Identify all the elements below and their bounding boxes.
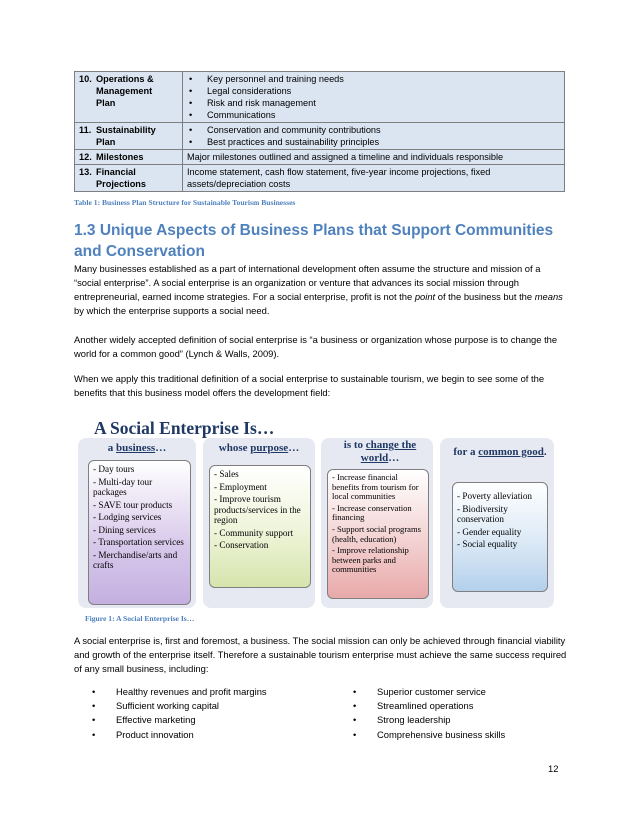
table-cell-title — [75, 150, 183, 165]
table-row — [75, 123, 565, 150]
paragraph-definition: Another widely accepted definition of social enterprise is “a business or organization whose purpose is to change the world for a common good” (Lynch & Walls, 2009). — [74, 334, 558, 359]
bullet-icon: • — [92, 728, 96, 740]
list-item: - Sales — [214, 469, 239, 479]
panel-heading-post: … — [288, 442, 300, 454]
bullet-list — [187, 73, 560, 121]
panel-heading-post: … — [155, 442, 167, 454]
list-item — [187, 124, 560, 136]
table-cell-content: Major milestones outlined and assigned a timeline and individuals responsible — [183, 150, 565, 165]
panel-heading-pre: is to — [343, 439, 366, 451]
panel-heading-post: … — [388, 452, 400, 464]
list-item-text: Product innovation — [116, 728, 194, 740]
page-number: 12 — [548, 763, 559, 774]
list-item: - Multi-day tour packages — [93, 476, 153, 497]
list-item-text: Legal considerations — [207, 86, 292, 96]
bullet-icon: • — [353, 686, 357, 697]
bullet-icon: • — [353, 728, 357, 740]
list-item — [187, 73, 560, 85]
table-row — [75, 72, 565, 123]
list-item — [92, 728, 352, 742]
list-item: - Increase financial benefits from tourism for local communities — [332, 472, 419, 502]
social-enterprise-figure — [78, 418, 560, 610]
table-row — [75, 165, 565, 192]
table-row — [75, 150, 565, 165]
list-item — [92, 685, 352, 699]
paragraph-text: of the business but the — [435, 291, 535, 302]
list-item-text: Risk and risk management — [207, 98, 316, 108]
list-item: - Community support — [214, 527, 294, 538]
list-item — [187, 97, 560, 109]
table-cell-content — [183, 123, 565, 150]
row-number: 12. — [79, 152, 92, 162]
list-item: - Gender equality — [457, 526, 522, 537]
list-item-text: Streamlined operations — [377, 700, 474, 712]
list-item: - Social equality — [457, 539, 518, 549]
panel-heading — [203, 442, 315, 455]
list-item — [353, 699, 573, 713]
row-number: 10. — [79, 74, 92, 84]
list-item — [353, 713, 573, 727]
list-item: - Merchandise/arts and crafts — [93, 549, 178, 570]
table-cell-title — [75, 72, 183, 123]
list-item — [353, 685, 573, 699]
panel-box — [452, 482, 548, 592]
row-number: 13. — [79, 167, 92, 177]
paragraph-text: by which the enterprise supports a social need. — [74, 305, 270, 316]
figure-panel-common-good — [440, 438, 554, 608]
list-item: - Biodiversity conservation — [457, 503, 508, 524]
bullet-icon: • — [92, 700, 96, 712]
panel-heading-pre: a — [107, 442, 117, 454]
list-item — [353, 728, 573, 742]
list-item-text: Sufficient working capital — [116, 700, 220, 712]
figure-panel-change-world — [321, 438, 433, 608]
figure-panel-business — [78, 438, 196, 608]
list-item-text: Best practices and sustainability principles — [207, 137, 380, 147]
panel-heading-key: common good — [478, 446, 544, 458]
list-item: - Poverty alleviation — [457, 491, 533, 501]
bullet-icon: • — [92, 714, 96, 726]
bullet-icon: • — [189, 98, 193, 108]
panel-heading-key: purpose — [250, 442, 289, 454]
list-item-text: Strong leadership — [377, 714, 451, 726]
list-item: - Improve tourism products/services in the region — [214, 494, 301, 525]
bullet-icon: • — [189, 110, 193, 120]
paragraph-benefits-intro: When we apply this traditional definition of a social enterprise to sustainable tourism, we begin to see some of the benefits that this business model offers the development field: — [74, 373, 545, 398]
panel-heading — [78, 442, 196, 455]
section-title: 1.3 Unique Aspects of Business Plans that Support Communities and Conservation — [74, 222, 554, 260]
list-item: - Day tours — [93, 464, 135, 474]
row-number: 11. — [79, 125, 92, 135]
list-item-text: Healthy revenues and profit margins — [116, 686, 267, 697]
list-item — [187, 85, 560, 97]
bullet-list-right — [353, 685, 573, 742]
panel-box — [327, 469, 429, 599]
bullet-list — [187, 124, 560, 148]
list-item — [187, 109, 560, 121]
bullet-icon: • — [353, 714, 357, 726]
panel-heading-key: change the world — [360, 439, 417, 464]
business-plan-table — [74, 71, 565, 192]
panel-heading-pre: whose — [218, 442, 251, 454]
list-item: - Conservation — [214, 540, 269, 550]
panel-box — [209, 465, 311, 588]
list-item — [92, 699, 352, 713]
panel-heading-post: . — [543, 446, 547, 458]
panel-heading-key: business — [116, 442, 156, 454]
bullet-icon: • — [189, 125, 193, 135]
list-item: - SAVE tour products — [93, 499, 173, 510]
panel-heading — [331, 439, 429, 465]
bullet-icon: • — [189, 137, 193, 147]
list-item: - Increase conservation financing — [332, 502, 412, 523]
table-caption: Table 1: Business Plan Structure for Sustainable Tourism Businesses — [74, 198, 296, 207]
emphasis-point: point — [414, 291, 436, 302]
list-item-text: Effective marketing — [116, 714, 196, 726]
list-item: - Dining services — [93, 524, 156, 535]
list-item-text: Conservation and community contributions — [207, 125, 381, 135]
row-title: Milestones — [96, 152, 144, 162]
figure-title: A Social Enterprise Is… — [94, 418, 275, 438]
list-item — [92, 713, 352, 727]
list-item: - Employment — [214, 481, 267, 492]
list-item: - Improve relationship between parks and communities — [332, 545, 409, 575]
list-item-text: Comprehensive business skills — [377, 728, 506, 740]
bullet-icon: • — [353, 700, 357, 712]
emphasis-means: means — [534, 291, 563, 302]
panel-heading — [450, 446, 550, 459]
list-item-text: Superior customer service — [377, 686, 486, 697]
figure-panel-purpose — [203, 438, 315, 608]
figure-caption: Figure 1: A Social Enterprise Is… — [85, 614, 195, 623]
bullet-icon: • — [189, 74, 193, 84]
bullet-icon: • — [189, 86, 193, 96]
paragraph-business-first: A social enterprise is, first and foremost, a business. The social mission can only be achieved through financial viability and growth of the enterprise itself. Therefore a sustainable tourism enterprise must achieve the same success required of any small business, including: — [74, 635, 567, 674]
table-cell-content — [183, 72, 565, 123]
panel-heading-pre: for a — [453, 446, 479, 458]
list-item-text: Communications — [207, 110, 276, 120]
table-cell-content: Income statement, cash flow statement, five-year income projections, fixed assets/depreciation costs — [183, 165, 565, 192]
paragraph-social-enterprise — [74, 262, 569, 318]
list-item: - Lodging services — [93, 512, 162, 522]
list-item: - Transportation services — [93, 537, 184, 547]
bullet-list-left — [92, 685, 352, 742]
list-item-text: Key personnel and training needs — [207, 74, 344, 84]
paragraph-text: Many businesses established as a part of international development often assume the structure and mission of a “social enterprise”. A social enterprise is an organization or venture that advances its social mission through entrepreneurial, earned income strategies. For a social enterprise, profit is not the — [74, 263, 541, 302]
row-title: Operations & Management Plan — [96, 74, 154, 108]
table-cell-title — [75, 165, 183, 192]
list-item — [187, 136, 560, 148]
table-cell-title — [75, 123, 183, 150]
row-title: Financial Projections — [96, 167, 147, 189]
bullet-icon: • — [92, 686, 96, 697]
panel-box — [88, 460, 191, 605]
row-title: Sustainability Plan — [96, 125, 156, 147]
list-item: - Support social programs (health, education) — [332, 523, 422, 544]
